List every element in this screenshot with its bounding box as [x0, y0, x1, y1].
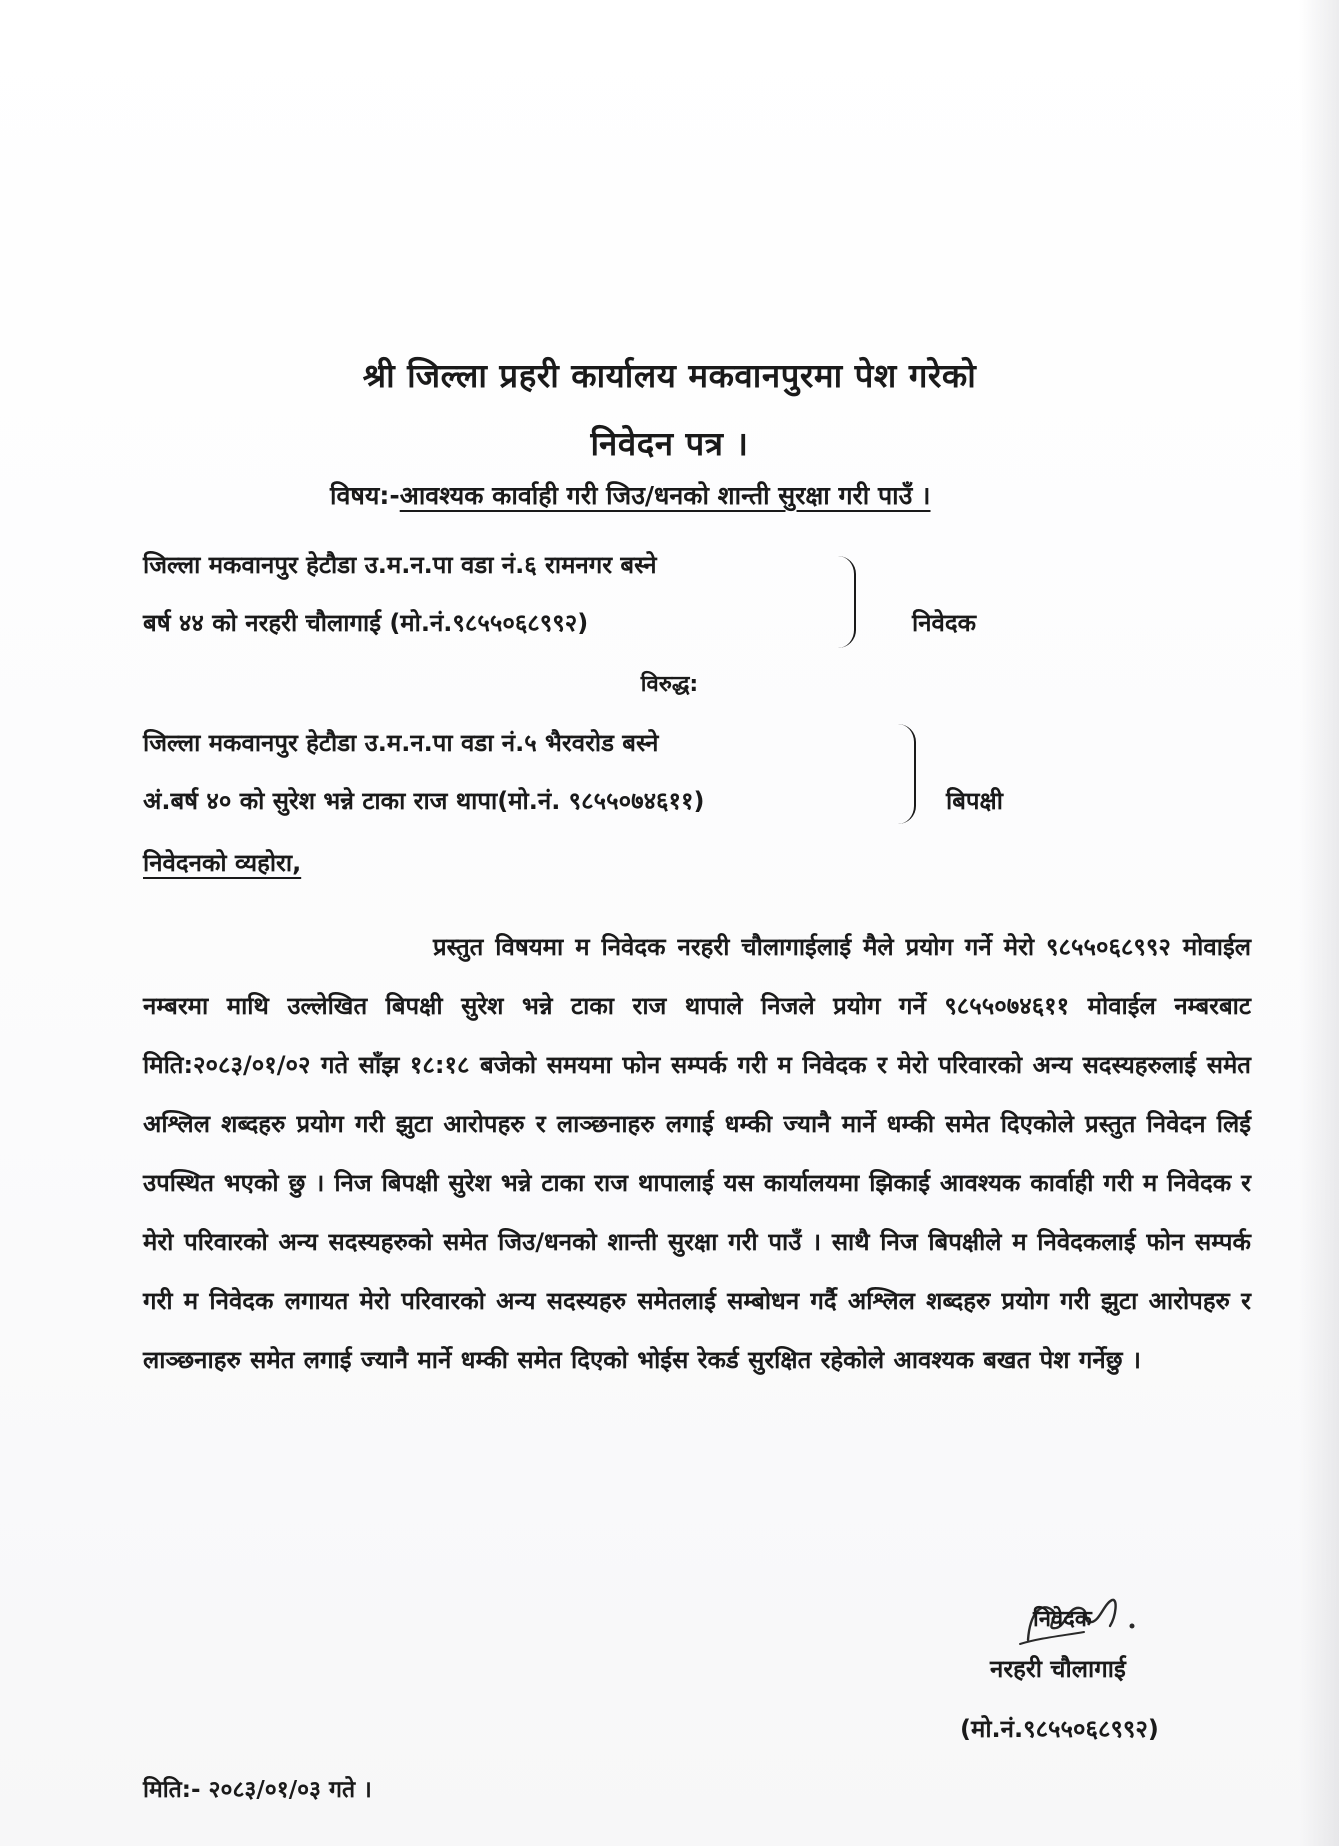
signatory-name: नरहरी चौलागाई	[990, 1655, 1126, 1683]
subject-text: आवश्यक कार्वाही गरी जिउ/धनको शान्ती सुरक्षा गरी पाउँ ।	[399, 481, 931, 510]
document-subtitle: निवेदन पत्र ।	[590, 424, 749, 463]
respondent-role: बिपक्षी	[946, 787, 1003, 815]
page-edge-shadow	[1299, 0, 1339, 1846]
respondent-brace	[898, 724, 916, 824]
applicant-role: निवेदक	[912, 609, 977, 637]
signature-label: निवेदक	[1033, 1607, 1092, 1632]
versus-label: विरुद्ध:	[640, 672, 699, 697]
respondent-address: जिल्ला मकवानपुर हेटौडा उ.म.न.पा वडा नं.५ भैरवरोड बस्ने	[143, 729, 659, 757]
respondent-details: अं.बर्ष ४० को सुरेश भन्ने टाका राज थापा(मो.नं. ९८५५०७४६११)	[143, 787, 705, 815]
applicant-brace	[838, 556, 856, 648]
subject-line	[330, 478, 931, 512]
document-title: श्री जिल्ला प्रहरी कार्यालय मकवानपुरमा पेश गरेको	[362, 356, 977, 395]
applicant-address: जिल्ला मकवानपुर हेटौडा उ.म.न.पा वडा नं.६ रामनगर बस्ने	[143, 551, 657, 579]
document-date: मिति:- २०८३/०१/०३ गते ।	[143, 1777, 372, 1803]
applicant-details: बर्ष ४४ को नरहरी चौलागाई (मो.नं.९८५५०६८९९२)	[143, 609, 589, 637]
subject-prefix: विषय:-	[330, 481, 400, 510]
body-heading: निवेदनको व्यहोरा,	[143, 849, 302, 877]
signatory-phone: (मो.नं.९८५५०६८९९२)	[960, 1715, 1159, 1743]
body-paragraph: प्रस्तुत विषयमा म निवेदक नरहरी चौलागाईलाई मैले प्रयोग गर्ने मेरो ९८५५०६८९९२ मोवाईल नम्बरमा माथि उल्लेखित बिपक्षी सुरेश भन्ने टाका राज थापाले निजले प्रयोग गर्ने ९८५५०७४६११ मोवाईल नम्बरबाट मिति:२०८३/०१/०२ गते साँझ १८:१८ बजेको समयमा फोन सम्पर्क गरी म निवेदक र मेरो परिवारको अन्य सदस्यहरुलाई समेत अश्लिल शब्दहरु प्रयोग गरी झुटा आरोपहरु र लाञ्छनाहरु लगाई धम्की ज्यानै मार्ने धम्की समेत दिएकोले प्रस्तुत निवेदन लिई उपस्थित भएको छु । निज बिपक्षी सुरेश भन्ने टाका राज थापालाई यस कार्यालयमा झिकाई आवश्यक कार्वाही गरी म निवेदक र मेरो परिवारको अन्य सदस्यहरुको समेत जिउ/धनको शान्ती सुरक्षा गरी पाउँ । साथै निज बिपक्षीले म निवेदकलाई फोन सम्पर्क गरी म निवेदक लगायत मेरो परिवारको अन्य सदस्यहरु समेतलाई सम्बोधन गर्दै अश्लिल शब्दहरु प्रयोग गरी झुटा आरोपहरु र लाञ्छनाहरु समेत लगाई ज्यानै मार्ने धम्की समेत दिएको भोईस रेकर्ड सुरक्षित रहेकोले आवश्यक बखत पेश गर्नेछु ।	[143, 933, 1251, 1374]
